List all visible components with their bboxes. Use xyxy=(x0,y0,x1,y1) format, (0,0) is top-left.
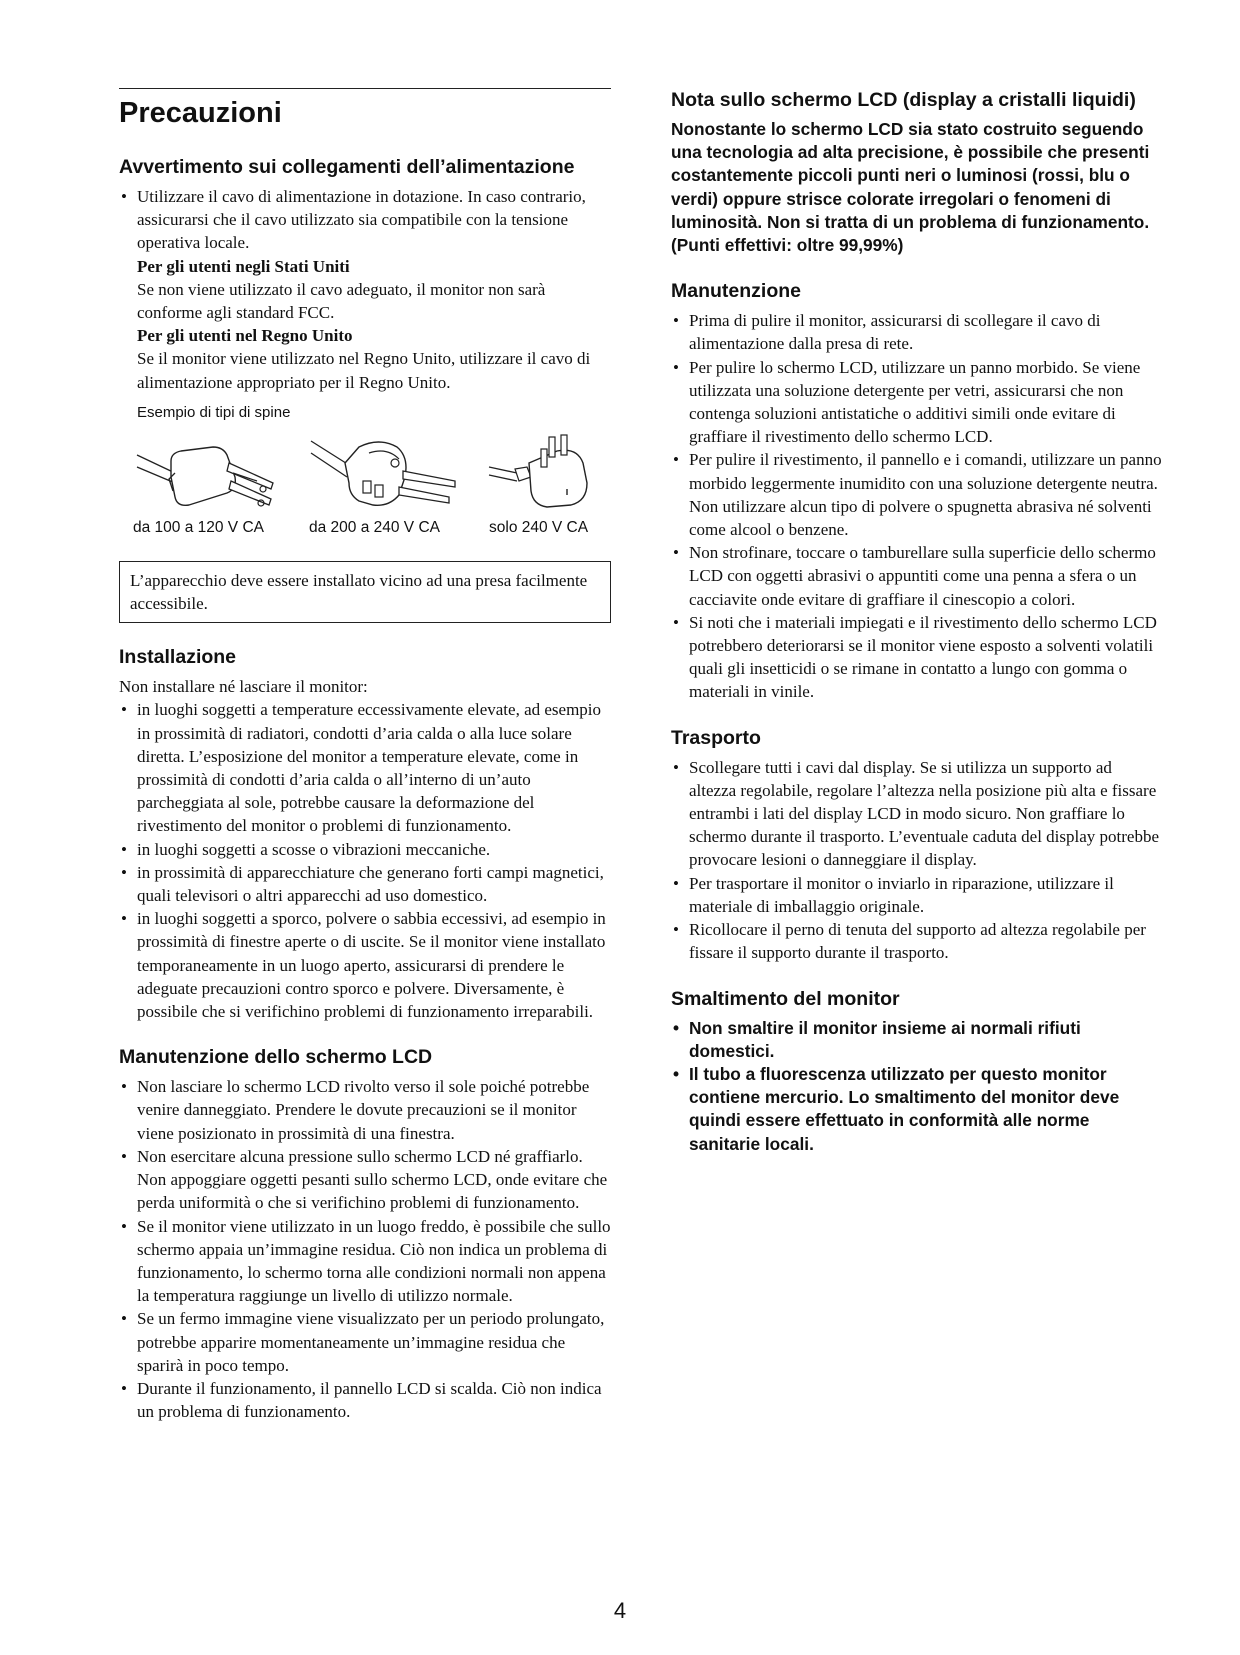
list-item: • in prossimità di apparecchiature che generano forti campi magnetici, quali televisori o altri apparecchi ad uso domestico. xyxy=(119,861,611,907)
plug-label-uk: solo 240 V CA xyxy=(489,518,589,536)
list-item: • Scollegare tutti i cavi dal display. Se si utilizza un supporto ad altezza regolabile, regolare l’altezza nella posizione più alta e fissare entrambi i lati del display LCD in modo sicuro. Non graffiare lo schermo durante il trasporto. L’eventuale caduta del display potrebbe provocare lesioni o danneggiare il display. xyxy=(671,756,1163,872)
plug-sample-label: Esempio di tipi di spine xyxy=(137,403,291,421)
list-item: • Per trasportare il monitor o inviarlo in riparazione, utilizzare il materiale di imballaggio originale. xyxy=(671,872,1163,918)
disposal-list xyxy=(671,1017,1163,1156)
left-column xyxy=(119,88,611,1423)
list-item: • Se un fermo immagine viene visualizzato per un periodo prolungato, potrebbe apparire momentaneamente un’immagine residua che sparirà in poco tempo. xyxy=(119,1307,611,1377)
right-column xyxy=(671,88,1163,1156)
list-item xyxy=(119,185,611,394)
disposal-heading: Smaltimento del monitor xyxy=(671,987,900,1010)
us-plug-icon xyxy=(135,433,275,513)
installation-notice-box xyxy=(119,561,611,623)
lcd-note-pixels: (Punti effettivi: oltre 99,99%) xyxy=(671,235,904,256)
list-item: • Non esercitare alcuna pressione sullo schermo LCD né graffiarlo. Non appoggiare oggetti pesanti sullo schermo LCD, onde evitare che perda uniformità o che si verifichino problemi di funzionamento. xyxy=(119,1145,611,1215)
list-item: • Non smaltire il monitor insieme ai normali rifiuti domestici. xyxy=(671,1017,1163,1063)
plug-label-eu: da 200 a 240 V CA xyxy=(309,518,440,536)
uk-text: Se il monitor viene utilizzato nel Regno Unito, utilizzare il cavo di alimentazione appropriato per il Regno Unito. xyxy=(137,349,591,392)
installation-heading: Installazione xyxy=(119,646,237,669)
transport-list xyxy=(671,756,1163,965)
list-item: • Non strofinare, toccare o tamburellare sulla superficie dello schermo LCD con oggetti abrasivi o appuntiti come una penna a sfera o un cacciavite onde evitare di graffiare il cinescopio a colori. xyxy=(671,541,1163,611)
list-item: • Per pulire il rivestimento, il pannello e i comandi, utilizzare un panno morbido leggermente inumidito con una soluzione detergente neutra. Non utilizzare alcun tipo di polvere o spugnetta abrasiva né solventi come alcool o benzene. xyxy=(671,448,1163,541)
uk-plug-icon xyxy=(487,433,607,513)
list-item: • Per pulire lo schermo LCD, utilizzare un panno morbido. Se viene utilizzata una soluzione detergente per vetri, assicurarsi che non contenga soluzioni antistatiche o additivi simili onde evitare di graffiare il rivestimento dello schermo LCD. xyxy=(671,356,1163,449)
page-title: Precauzioni xyxy=(119,97,282,129)
eu-plug-icon xyxy=(309,433,459,513)
list-item: • Il tubo a fluorescenza utilizzato per questo monitor contiene mercurio. Lo smaltimento del monitor deve quindi essere effettuato in conformità alle norme sanitarie locali. xyxy=(671,1063,1163,1156)
maintenance-heading: Manutenzione xyxy=(671,280,801,303)
title-rule xyxy=(119,88,611,89)
plug-label-us: da 100 a 120 V CA xyxy=(133,518,264,536)
power-heading: Avvertimento sui collegamenti dell’alimentazione xyxy=(119,156,575,178)
maintenance-list xyxy=(671,309,1163,703)
lcd-care-heading: Manutenzione dello schermo LCD xyxy=(119,1046,433,1069)
uk-label: Per gli utenti nel Regno Unito xyxy=(137,326,353,346)
power-list xyxy=(119,185,611,394)
list-item: • Prima di pulire il monitor, assicurarsi di scollegare il cavo di alimentazione dalla presa di rete. xyxy=(671,309,1163,355)
list-item: • Ricollocare il perno di tenuta del supporto ad altezza regolabile per fissare il supporto durante il trasporto. xyxy=(671,918,1163,964)
installation-notice-text: L’apparecchio deve essere installato vicino ad una presa facilmente accessibile. xyxy=(130,570,588,614)
lcd-note-heading: Nota sullo schermo LCD (display a cristalli liquidi) xyxy=(671,89,1136,111)
list-item: • Non lasciare lo schermo LCD rivolto verso il sole poiché potrebbe venire danneggiato. Prendere le dovute precauzioni se il monitor viene posizionato in prossimità di una finestra. xyxy=(119,1075,611,1145)
us-label: Per gli utenti negli Stati Uniti xyxy=(137,256,350,276)
transport-heading: Trasporto xyxy=(671,726,761,749)
page-number: 4 xyxy=(613,1598,627,1623)
plug-illustrations xyxy=(119,425,611,555)
list-item: • Se il monitor viene utilizzato in un luogo freddo, è possibile che sullo schermo appaia un’immagine residua. Ciò non indica un problema di funzionamento, lo schermo torna alle condizioni normali non appena la temperatura raggiunge un livello di utilizzo normale. xyxy=(119,1215,611,1308)
installation-list xyxy=(119,698,611,1023)
installation-intro: Non installare né lasciare il monitor: xyxy=(119,677,368,697)
list-item: • Durante il funzionamento, il pannello LCD si scalda. Ciò non indica un problema di funzionamento. xyxy=(119,1377,611,1423)
lcd-care-list xyxy=(119,1075,611,1423)
list-item: • in luoghi soggetti a sporco, polvere o sabbia eccessivi, ad esempio in prossimità di finestre aperte o di uscite. Se il monitor viene installato temporaneamente in un luogo aperto, assicurarsi di prendere le adeguate precauzioni contro sporco e polvere. Diversamente, è possibile che si verifichino problemi di funzionamento irreparabili. xyxy=(119,907,611,1023)
power-bullet-text: Utilizzare il cavo di alimentazione in dotazione. In caso contrario, assicurarsi che il cavo utilizzato sia compatibile con la tensione operativa locale. xyxy=(137,187,586,253)
lcd-note-text: Nonostante lo schermo LCD sia stato costruito seguendo una tecnologia ad alta precisione, è possibile che presenti costantemente piccoli punti neri o luminosi (rossi, blu o verdi) oppure strisce colorate irregolari o fenomeni di luminosità. Non si tratta di un problema di funzionamento. xyxy=(671,119,1150,232)
list-item: • Si noti che i materiali impiegati e il rivestimento dello schermo LCD potrebbero deteriorarsi se il monitor viene esposto a solventi volatili quali gli insetticidi o se rimane in contatto a lungo con gomma o materiali in vinile. xyxy=(671,611,1163,704)
list-item: • in luoghi soggetti a scosse o vibrazioni meccaniche. xyxy=(119,838,611,861)
list-item: • in luoghi soggetti a temperature eccessivamente elevate, ad esempio in prossimità di radiatori, condotti d’aria calda o alla luce solare diretta. L’esposizione del monitor a temperature elevate, come in prossimità di condotti d’aria calda o all’interno di un’auto parcheggiata al sole, potrebbe causare la deformazione del rivestimento del monitor o problemi di funzionamento. xyxy=(119,698,611,837)
us-text: Se non viene utilizzato il cavo adeguato, il monitor non sarà conforme agli standard FCC. xyxy=(137,279,546,323)
